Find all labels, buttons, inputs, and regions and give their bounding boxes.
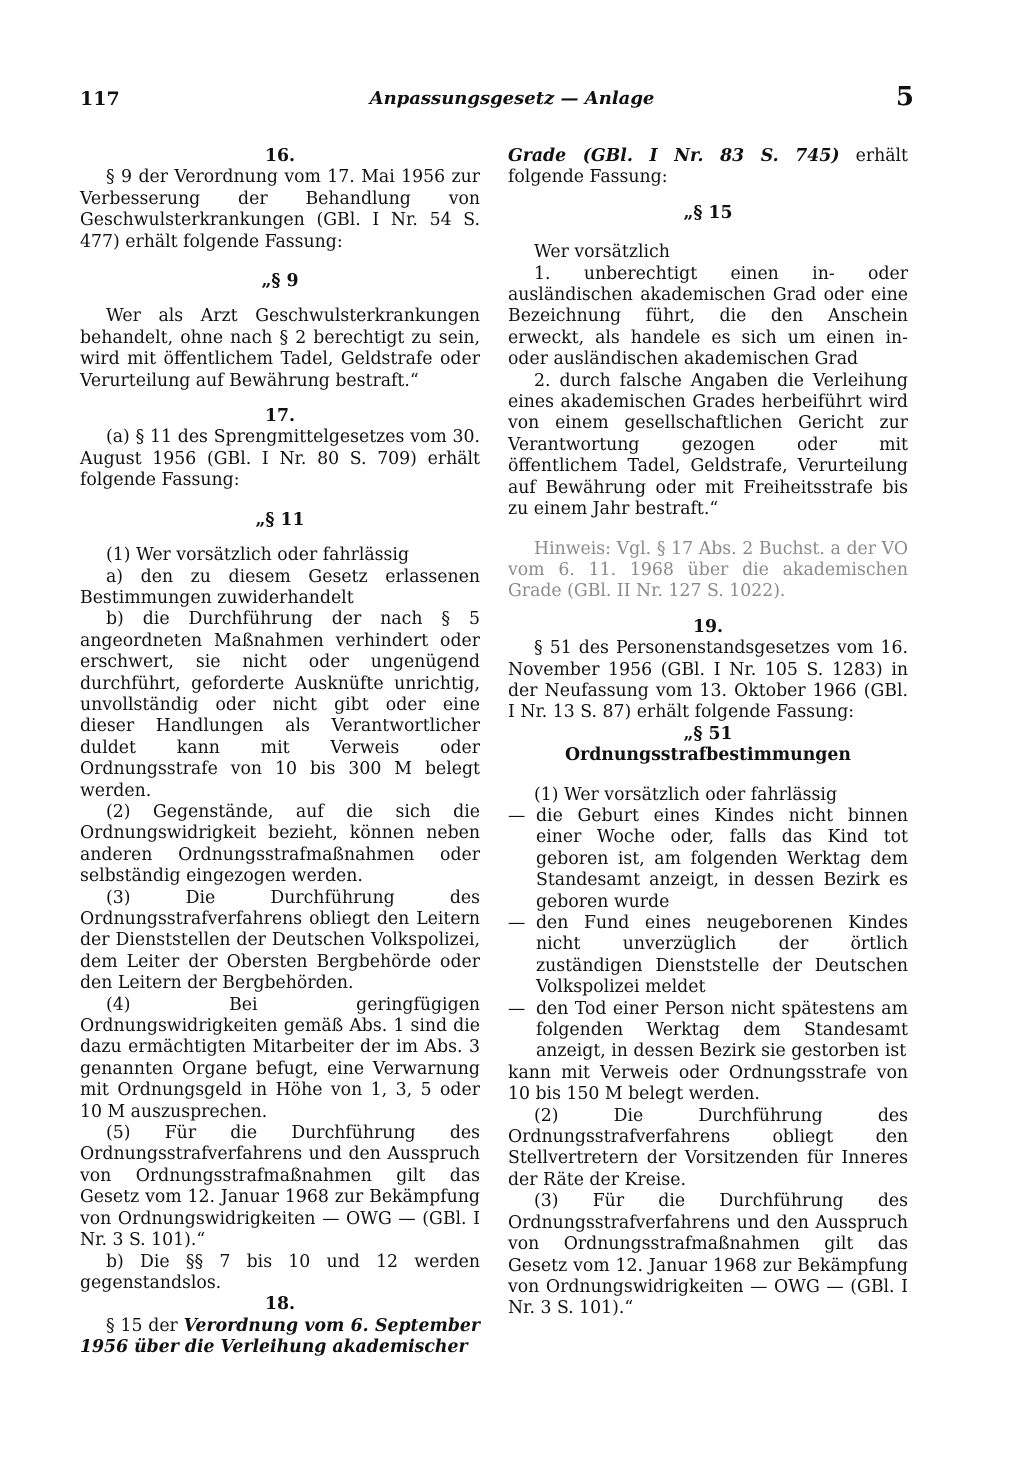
- item-18-intro-prefix: § 15 der: [106, 1315, 184, 1336]
- dash-mark: —: [508, 998, 526, 1019]
- item-16-intro: § 9 der Verordnung vom 17. Mai 1956 zur Verbesserung der Behandlung von Geschwulsterkrankungen (GBl. I Nr. 54 S. 477) erhält folgende Fassung:: [80, 167, 480, 252]
- dash-mark: —: [508, 805, 526, 826]
- item-19-number: 19.: [692, 616, 724, 637]
- dash-text: den Fund eines neugeborenen Kindes nicht unverzüglich der örtlich zuständigen Dienststelle der Deutschen Volkspolizei meldet: [536, 913, 908, 998]
- item-19-intro: § 51 des Personenstandsgesetzes vom 16. November 1956 (GBl. I Nr. 105 S. 1283) in der Neufassung vom 13. Oktober 1966 (GBl. I Nr. 13 S. 87) erhält folgende Fassung:: [508, 638, 908, 723]
- item-18-intro-title: Verordnung vom 6. September 1956 über die Verleihung akademischer: [80, 1315, 480, 1358]
- dash-text: die Geburt eines Kindes nicht binnen einer Woche oder, falls das Kind tot geboren ist, am folgenden Werktag dem Standesamt anzeigt, in dessen Bezirk es geboren wurde: [536, 805, 908, 912]
- item-19-para-3: (3) Für die Durchführung des Ordnungsstrafverfahrens und den Ausspruch von Ordnungsstrafmaßnahmen gilt das Gesetz vom 12. Januar 1968 zur Bekämpfung von Ordnungswidrigkeiten — OWG — (GBl. I Nr. 3 S. 101).“: [508, 1191, 908, 1319]
- item-17-para-3: (3) Die Durchführung des Ordnungsstrafverfahrens obliegt den Leitern der Dienststellen der Deutschen Volkspolizei, dem Leiter der Obersten Bergbehörde oder den Leitern der Bergbehörden.: [80, 887, 480, 994]
- dash-text: den Tod einer Person nicht spätestens am folgenden Werktag dem Standesamt anzeigt, in dessen Bezirk sie gestorben ist: [536, 998, 908, 1062]
- item-17-para-2: (2) Gegenstände, auf die sich die Ordnungswidrigkeit bezieht, können neben anderen Ordnungsstrafmaßnahmen oder selbständig eingezogen werden.: [80, 801, 480, 887]
- item-18-intro: [80, 1316, 480, 1359]
- item-17-point-b: b) die Durchführung der nach § 5 angeordneten Maßnahmen verhindert oder erschwert, sie nicht oder ungenügend durchführt, geforderte Ausknüfte unrichtig, unvollständig oder nicht gibt oder eine dieser Handlungen als Verantwortlicher duldet kann mit Verweis oder Ordnungsstrafe von 10 bis 300 M belegt werden.: [80, 609, 480, 801]
- item-16-paragraph-heading: „§ 9: [261, 271, 299, 292]
- item-17-intro: (a) § 11 des Sprengmittelgesetzes vom 30. August 1956 (GBl. I Nr. 80 S. 709) erhält folgende Fassung:: [80, 427, 480, 491]
- right-column: [508, 146, 908, 1320]
- item-17-para-1: (1) Wer vorsätzlich oder fahrlässig: [106, 545, 410, 566]
- item-17-paragraph-heading: „§ 11: [255, 509, 305, 530]
- item-18-note: Hinweis: Vgl. § 17 Abs. 2 Buchst. a der VO vom 6. 11. 1968 über die akademischen Grade (GBl. II Nr. 127 S. 1022).: [508, 538, 908, 602]
- item-19-dash-2: [508, 913, 908, 999]
- item-17-para-4: (4) Bei geringfügigen Ordnungswidrigkeiten gemäß Abs. 1 sind die dazu ermächtigten Mitarbeiter der im Abs. 3 genannten Organe befugt, eine Verwarnung mit Ordnungsgeld in Höhe von 1, 3, 5 oder 10 M auszusprechen.: [80, 994, 480, 1122]
- item-16-number: 16.: [264, 146, 296, 166]
- item-18-point-1: 1. unberechtigt einen in- oder ausländischen akademischen Grad oder eine Bezeichnung führt, die den Anschein erweckt, als handele es sich um einen in- oder ausländischen akademischen Grad: [508, 263, 908, 370]
- item-19-section-title: Ordnungsstrafbestimmungen: [565, 745, 851, 766]
- item-18-number: 18.: [264, 1294, 296, 1315]
- item-19-paragraph-heading: „§ 51: [683, 723, 733, 744]
- item-18-point-2: 2. durch falsche Angaben die Verleihung eines akademischen Grades herbeiführt wird von einem gesellschaftlichen Gericht zur Verantwortung gezogen oder mit öffentlichem Tadel, Geldstrafe, Verurteilung auf Bewährung oder mit Freiheitsstrafe bis zu einem Jahr bestraft.“: [508, 370, 908, 520]
- item-18-title-end: Grade (GBl. I Nr. 83 S. 745): [508, 146, 840, 166]
- running-title: Anpassungsgesetz — Anlage: [369, 88, 655, 109]
- item-19-penalty: kann mit Verweis oder Ordnungsstrafe von 10 bis 150 M belegt werden.: [508, 1062, 908, 1105]
- dash-mark: —: [508, 913, 526, 933]
- section-number: 5: [895, 82, 914, 112]
- item-17-para-5: (5) Für die Durchführung des Ordnungsstrafverfahrens und den Ausspruch von Ordnungsstrafmaßnahmen gilt das Gesetz vom 12. Januar 1968 zur Bekämpfung von Ordnungswidrigkeiten — OWG — (GBl. I Nr. 3 S. 101).“: [80, 1123, 480, 1251]
- item-19-para-2: (2) Die Durchführung des Ordnungsstrafverfahrens obliegt den Stellvertretern der Vorsitzenden für Inneres der Räte der Kreise.: [508, 1105, 908, 1190]
- item-18-line-1: Wer vorsätzlich: [534, 242, 670, 263]
- item-16-text: Wer als Arzt Geschwulsterkrankungen behandelt, ohne nach § 2 berechtigt zu sein, wird mit öffentlichem Tadel, Geldstrafe oder Verurteilung auf Bewährung bestraft.“: [80, 306, 480, 391]
- item-18-continuation-text: erhält folgende Fassung:: [508, 146, 908, 188]
- page-number: 117: [80, 88, 120, 110]
- item-18-paragraph-heading: „§ 15: [683, 202, 733, 223]
- left-column: [80, 146, 480, 1359]
- item-17-b: b) Die §§ 7 bis 10 und 12 werden gegenstandslos.: [80, 1251, 480, 1293]
- item-19-dash-1: [508, 806, 908, 913]
- item-19-para-1: (1) Wer vorsätzlich oder fahrlässig: [534, 784, 838, 805]
- item-19-dash-3: [508, 999, 908, 1063]
- page-header: [0, 84, 1024, 114]
- item-17-point-a: a) den zu diesem Gesetz erlassenen Bestimmungen zuwiderhandelt: [80, 566, 480, 608]
- item-18-continuation: [508, 146, 908, 189]
- item-17-number: 17.: [264, 406, 296, 427]
